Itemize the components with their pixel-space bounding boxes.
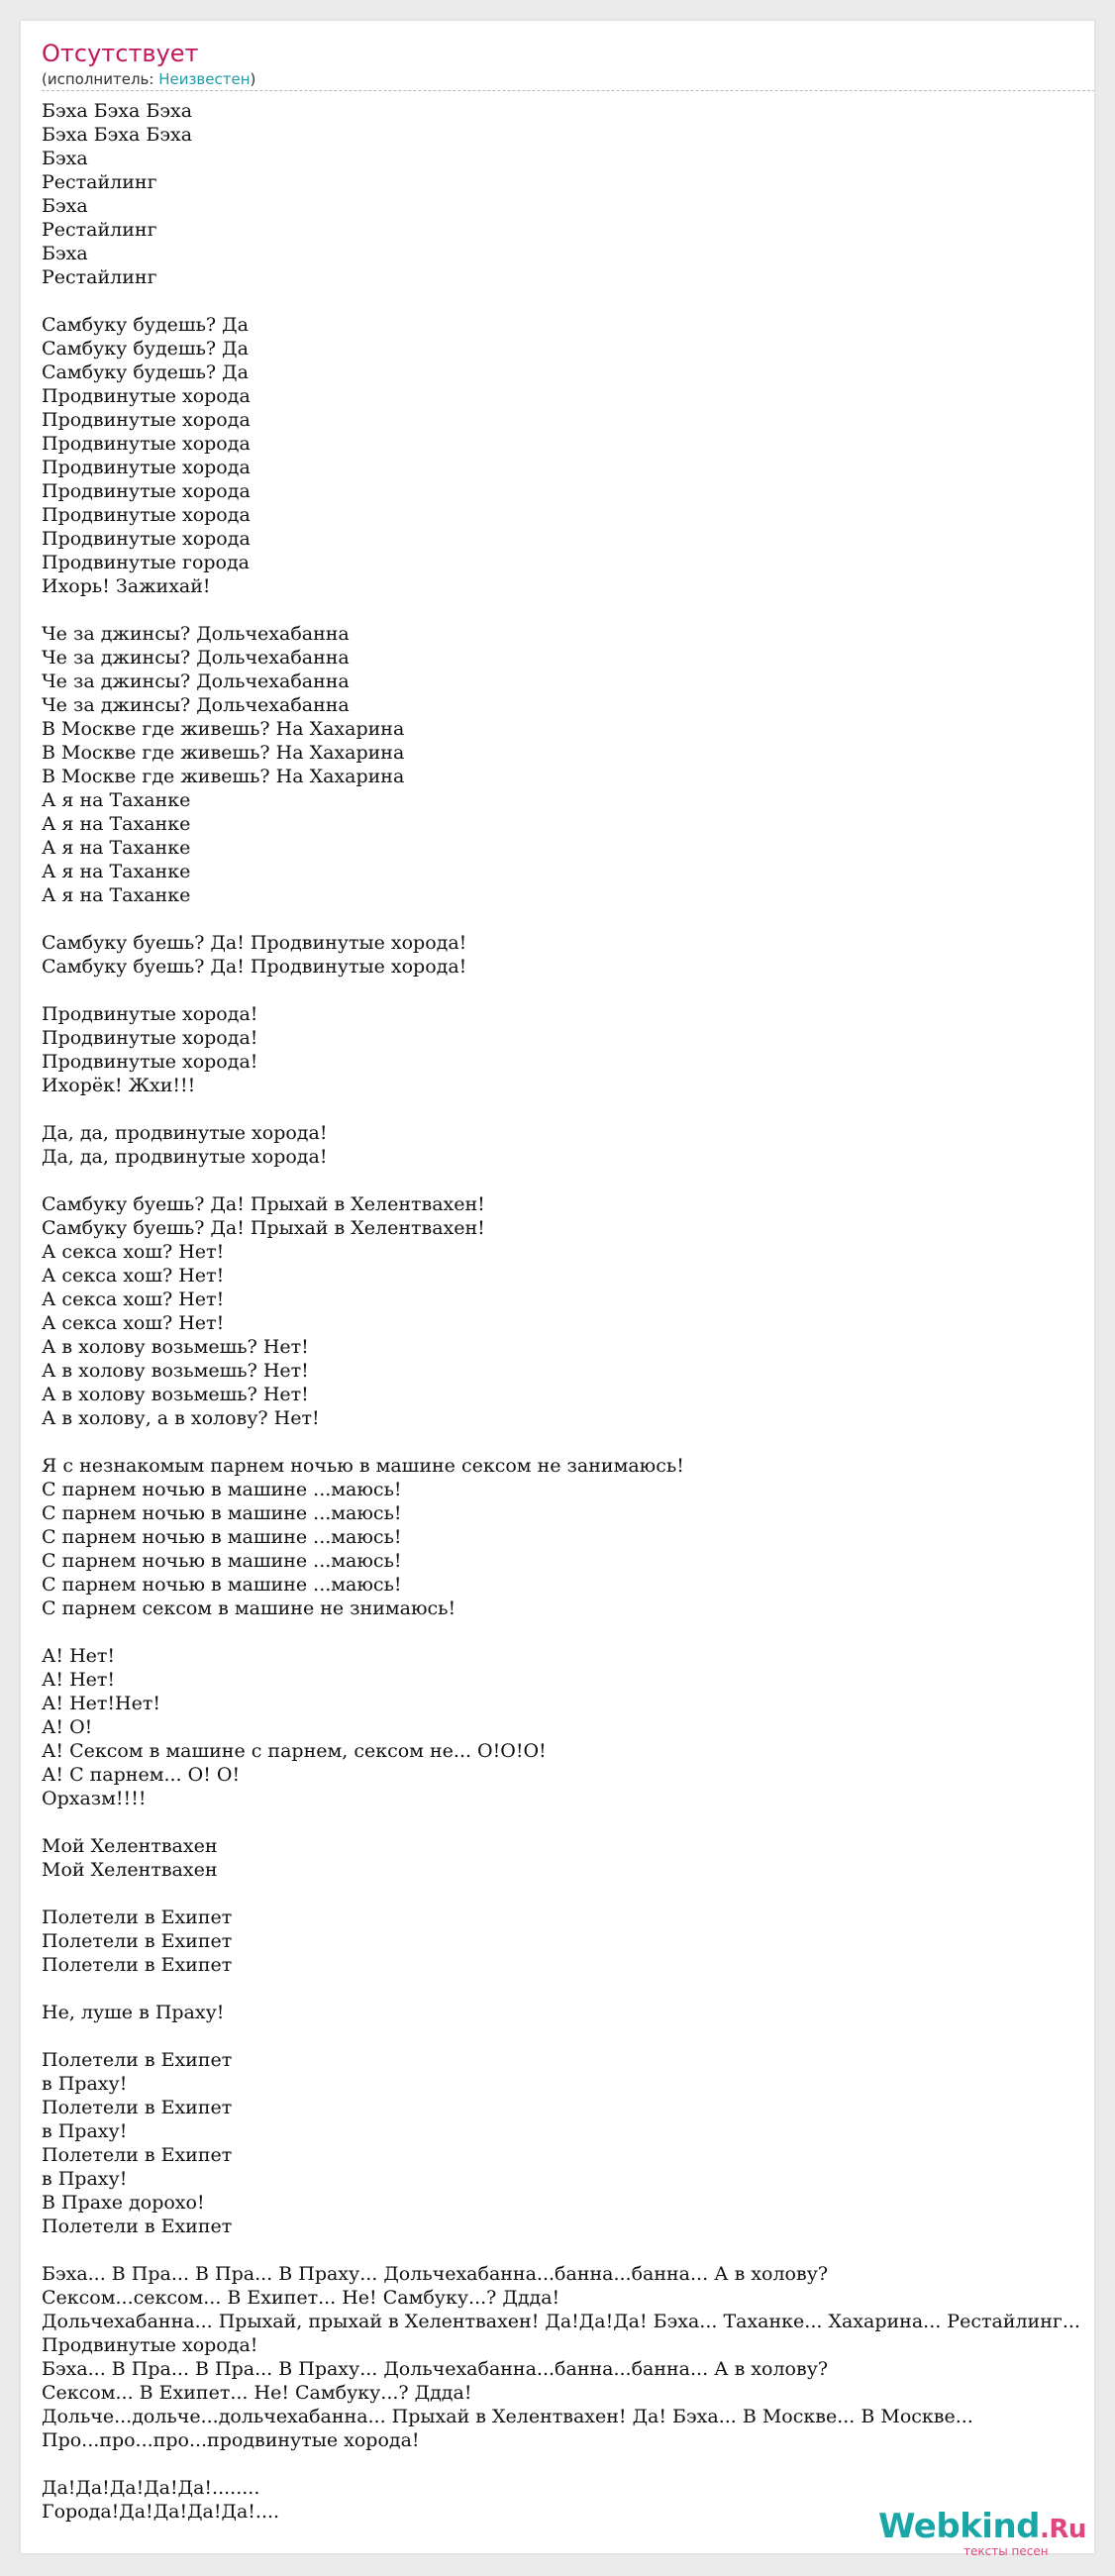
artist-link[interactable]: Неизвестен bbox=[158, 70, 251, 88]
song-title: Отсутствует bbox=[42, 40, 199, 67]
webkind-logo bbox=[878, 2508, 1086, 2557]
webkind-logo-tld: .Ru bbox=[1040, 2515, 1086, 2544]
webkind-logo-wordmark bbox=[878, 2508, 1086, 2548]
webkind-logo-brand: Webkind bbox=[878, 2507, 1040, 2546]
title-divider bbox=[42, 90, 1095, 91]
lyrics-card bbox=[20, 20, 1095, 2554]
lyrics-text: Бэха Бэха Бэха Бэха Бэха Бэха Бэха Рестайлинг Бэха Рестайлинг Бэха Рестайлинг Самбуку будешь? Да Самбуку будешь? Да Самбуку будешь? Да Продвинутые хорода Продвинутые хорода Продвинутые хорода Продвинутые хорода Продвинутые хорода Продвинутые хорода Продвинутые хорода Продвинутые города Ихорь! Зажихай! Че за джинсы? Дольчехабанна Че за джинсы? Дольчехабанна Че за джинсы? Дольчехабанна Че за джинсы? Дольчехабанна В Москве где живешь? На Хахарина В Москве где живешь? На Хахарина В Москве где живешь? На Хахарина А я на Таханке А я на Таханке А я на Таханке А я на Таханке А я на Таханке Самбуку буешь? Да! Продвинутые хорода! Самбуку буешь? Да! Продвинутые хорода! Продвинутые хорода! Продвинутые хорода! Продвинутые хорода! Ихорёк! Жхи!!! Да, да, продвинутые хорода! Да, да, продвинутые хорода! Самбуку буешь? Да! Прыхай в Хелентвахен! Самбуку буешь? Да! Прыхай в Хелентвахен! А секса хош? Нет! А секса хош? Нет! А секса хош? Нет! А секса хош? Нет! А в холову возьмешь? Нет! А в холову возьмешь? Нет! А в холову возьмешь? Нет! А в холову, а в холову? Нет! Я с незнакомым парнем ночью в машине сексом не занимаюсь! С парнем ночью в машине ...маюсь! С парнем ночью в машине ...маюсь! С парнем ночью в машине ...маюсь! С парнем ночью в машине ...маюсь! С парнем ночью в машине ...маюсь! С парнем сексом в машине не знимаюсь! А! Нет! А! Нет! А! Нет!Нет! А! О! А! Сексом в машине с парнем, сексом не... О!О!О! А! С парнем... О! О! Орхазм!!!! Мой Хелентвахен Мой Хелентвахен Полетели в Ехипет Полетели в Ехипет Полетели в Ехипет Не, луше в Праху! Полетели в Ехипет в Праху! Полетели в Ехипет в Праху! Полетели в Ехипет в Праху! В Прахе дорохо! Полетели в Ехипет Бэха... В Пра... В Пра... В Праху... Дольчехабанна...банна...банна... А в холову? Сексом...сексом... В Ехипет... Не! Самбуку...? Ддда! Дольчехабанна... Прыхай, прыхай в Хелентвахен! Да!Да!Да! Бэха... Таханке... Хахарина... Рестайлинг... Продвинутые хорода! Бэха... В Пра... В Пра... В Праху... Дольчехабанна...банна...банна... А в холову? Сексом... В Ехипет... Не! Самбуку...? Ддда! Дольче...дольче...дольчехабанна... Прыхай в Хелентвахен! Да! Бэха... В Москве... В Москве... Про...про...про...продвинутые хорода! Да!Да!Да!Да!Да!........ Города!Да!Да!Да!Да!.... bbox=[42, 100, 1080, 2523]
webkind-logo-tagline: тексты песен bbox=[963, 2544, 1049, 2558]
artist-prefix: (исполнитель: bbox=[42, 70, 159, 88]
artist-suffix: ) bbox=[250, 70, 256, 88]
artist-line bbox=[42, 68, 255, 90]
